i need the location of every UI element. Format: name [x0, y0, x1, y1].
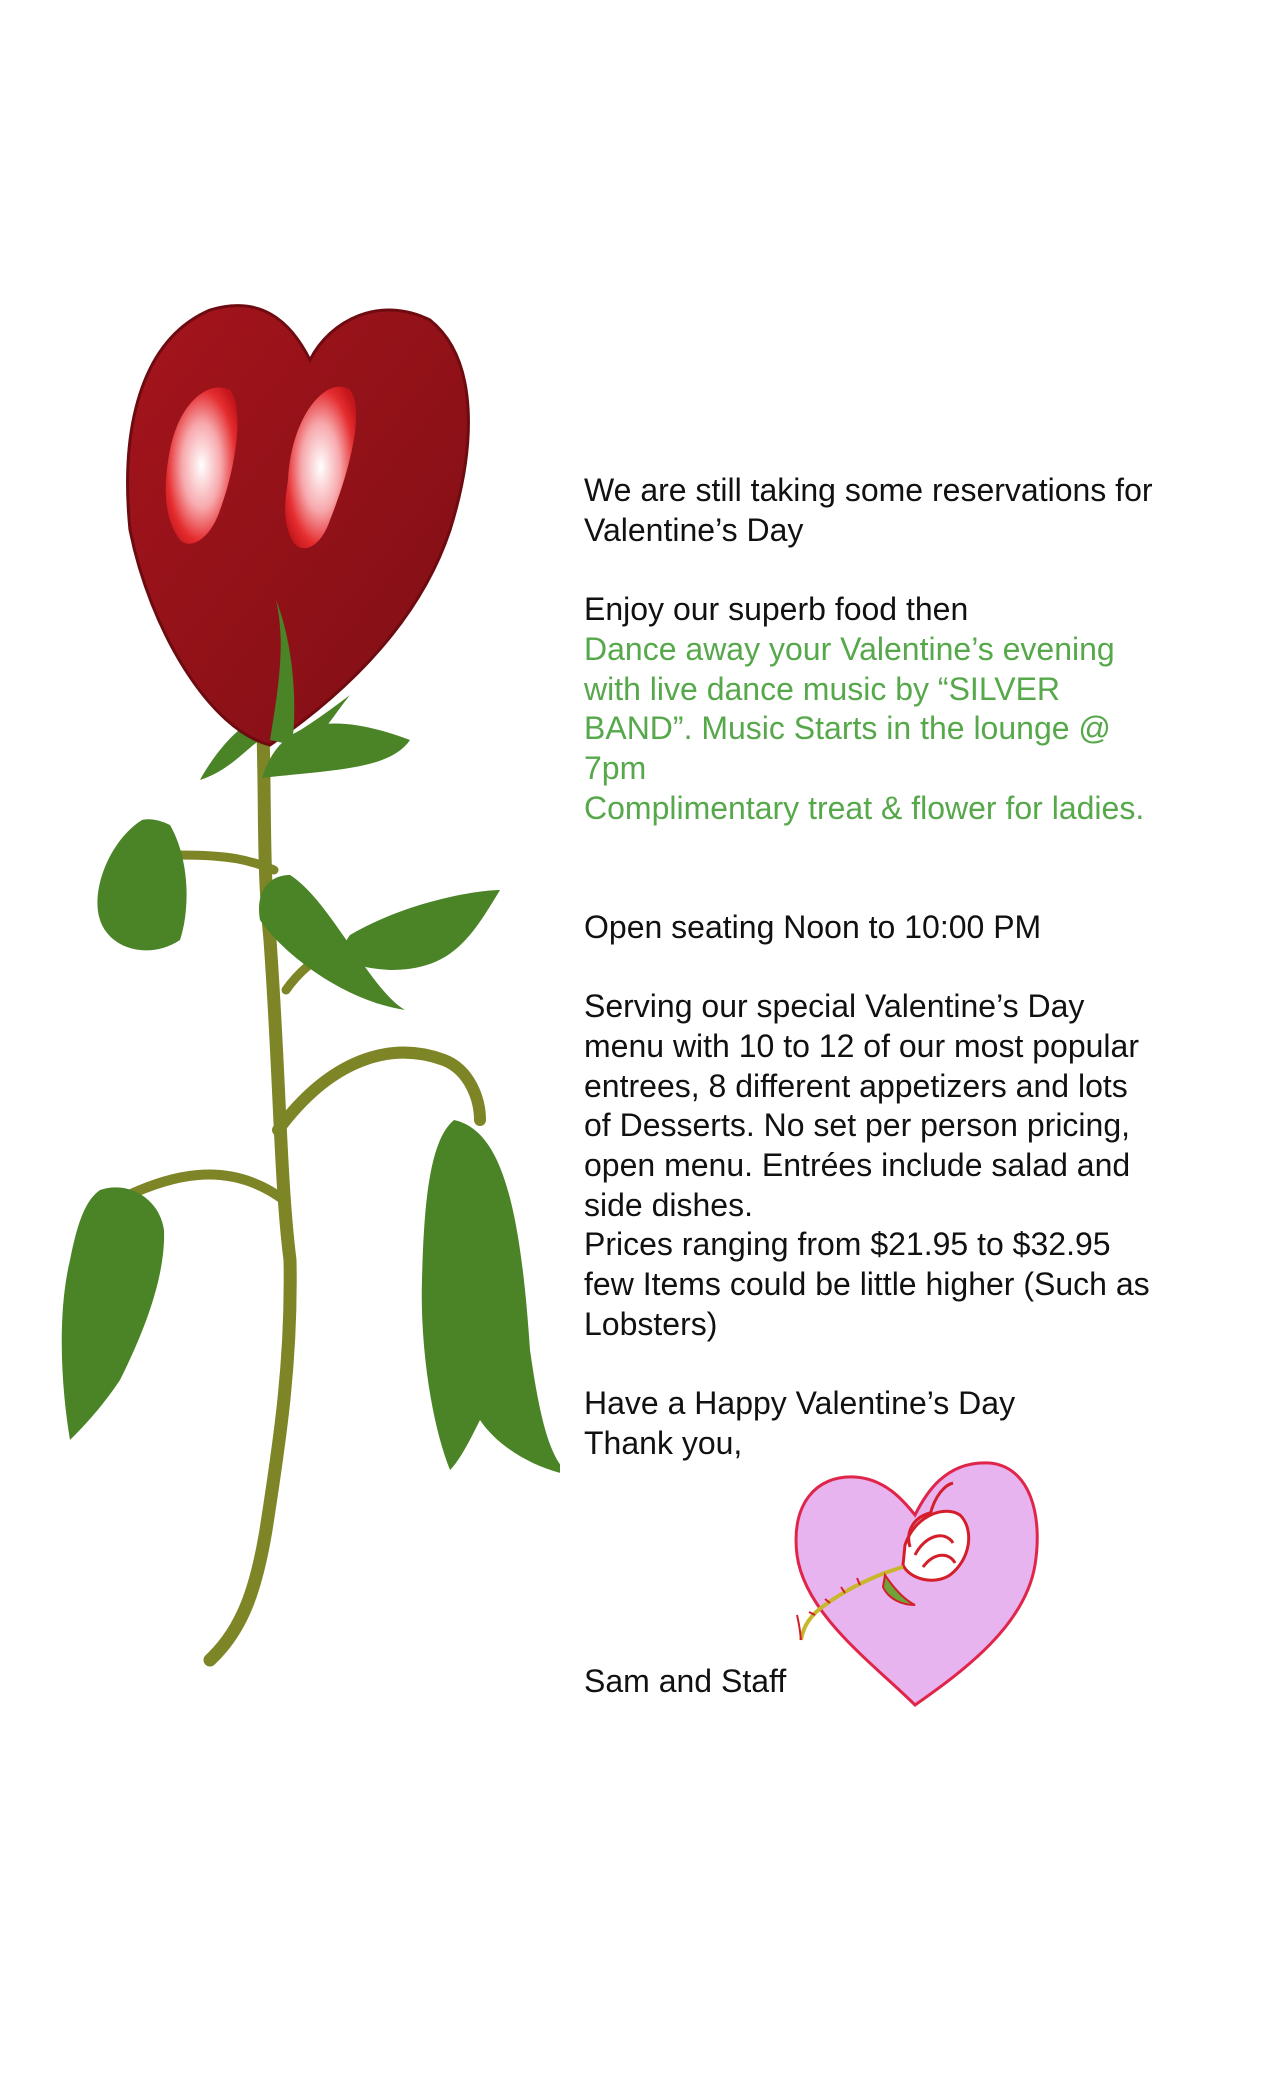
- menu-line: entrees, 8 different appetizers and lots: [584, 1067, 1128, 1104]
- heart-shaped-rose-icon: [30, 300, 560, 1680]
- dance-line: 7pm: [584, 749, 647, 786]
- menu-line: Prices ranging from $21.95 to $32.95: [584, 1226, 1111, 1263]
- intro-line-2: Valentine’s Day: [584, 511, 804, 548]
- closing-greeting: Have a Happy Valentine’s Day: [584, 1385, 1016, 1422]
- menu-line: side dishes.: [584, 1186, 753, 1223]
- menu-description: [584, 987, 1224, 1344]
- dance-line: Complimentary treat & flower for ladies.: [584, 789, 1145, 826]
- dance-line: with live dance music by “SILVER: [584, 670, 1061, 707]
- signature: Sam and Staff: [584, 1662, 787, 1699]
- menu-line: menu with 10 to 12 of our most popular: [584, 1027, 1139, 1064]
- dance-line: BAND”. Music Starts in the lounge @: [584, 710, 1111, 747]
- menu-line: Lobsters): [584, 1305, 718, 1342]
- menu-line: open menu. Entrées include salad and: [584, 1146, 1131, 1183]
- menu-line: Serving our special Valentine’s Day: [584, 988, 1085, 1025]
- menu-line: few Items could be little higher (Such as: [584, 1266, 1150, 1303]
- dance-line: Dance away your Valentine’s evening: [584, 630, 1115, 667]
- menu-line: of Desserts. No set per person pricing,: [584, 1107, 1131, 1144]
- intro-line-1: We are still taking some reservations for: [584, 472, 1153, 508]
- thank-you: Thank you,: [584, 1424, 743, 1461]
- seating-hours: Open seating Noon to 10:00 PM: [584, 908, 1042, 945]
- pink-heart-with-rose-icon: [785, 1455, 1045, 1715]
- food-line: Enjoy our superb food then: [584, 591, 969, 628]
- dance-announcement: [584, 630, 1224, 829]
